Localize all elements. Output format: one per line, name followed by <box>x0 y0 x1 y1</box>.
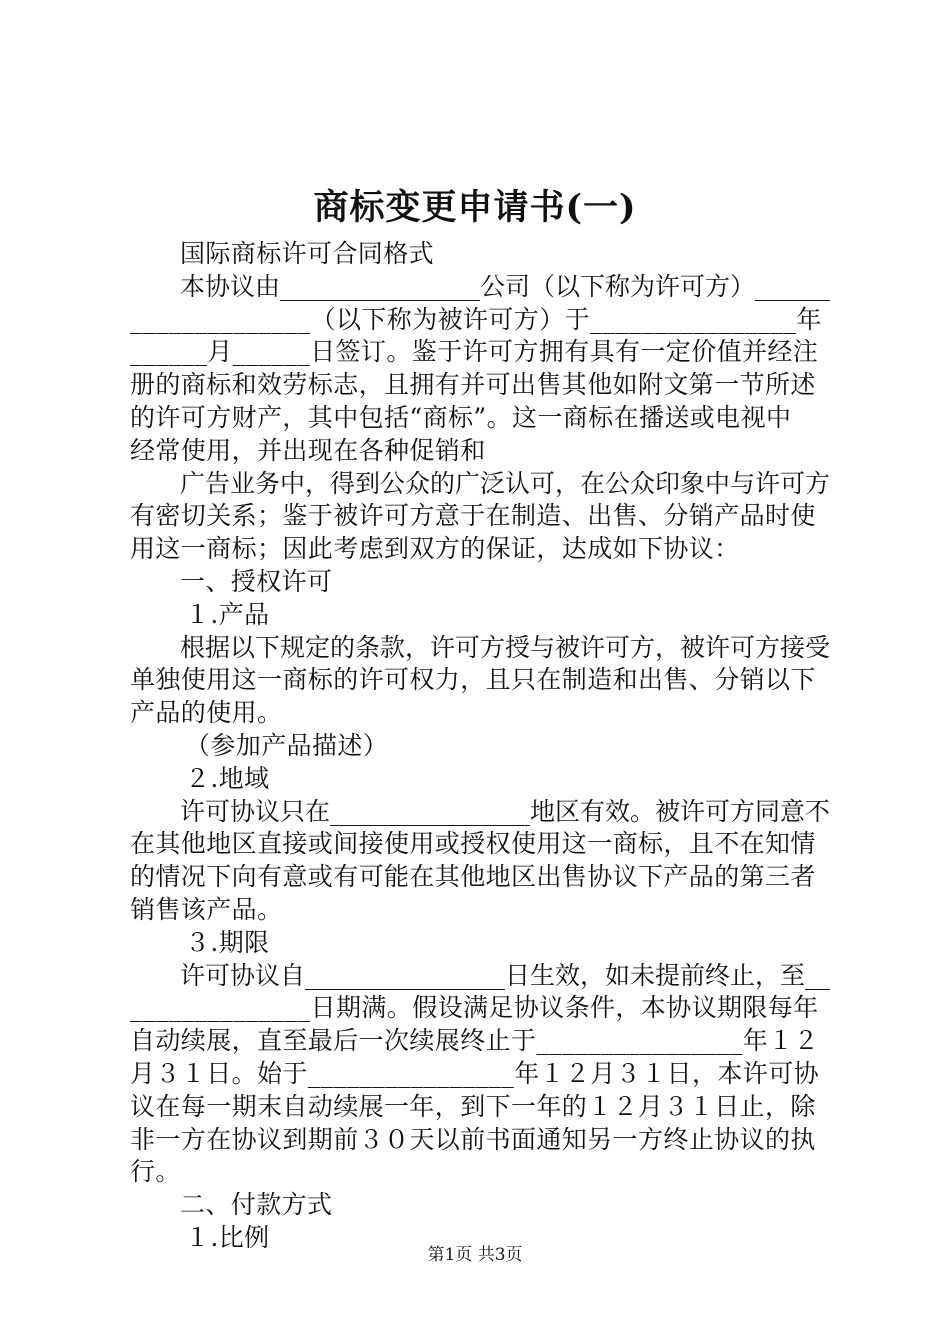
paragraph-line: 根据以下规定的条款，许可方授与被许可方，被许可方接受 <box>180 632 831 662</box>
paragraph-line: 有密切关系；鉴于被许可方意于在制造、出售、分销产品时使 <box>130 501 816 531</box>
paragraph-line: 非一方在协议到期前３０天以前书面通知另一方终止协议的执 <box>130 1124 816 1154</box>
paragraph-line: 在其他地区直接或间接使用或授权使用这一商标，且不在知情 <box>130 829 816 859</box>
paragraph-line: ______月______日签订。鉴于许可方拥有具有一定价值并经注 <box>130 337 819 367</box>
subsection-heading: １.产品 <box>185 599 270 629</box>
paragraph-line: 许可协议只在________________地区有效。被许可方同意不 <box>180 796 831 826</box>
paragraph-line: 国际商标许可合同格式 <box>180 239 435 268</box>
paragraph-line: 广告业务中，得到公众的广泛认可，在公众印象中与许可方 <box>180 468 831 498</box>
paragraph-line: （参加产品描述） <box>185 730 389 760</box>
paragraph-line: 单独使用这一商标的许可权力，且只在制造和出售、分销以下 <box>130 665 816 695</box>
paragraph-line: ______________（以下称为被许可方）于________________年 <box>130 304 822 334</box>
subsection-heading: ３.期限 <box>185 927 270 957</box>
section-heading: 一、授权许可 <box>180 566 333 596</box>
page-footer: 第1页 共3页 <box>427 1245 523 1265</box>
paragraph-line: 许可协议自________________日生效，如未提前终止，至__ <box>180 960 831 990</box>
document-body <box>130 238 830 1255</box>
paragraph-line: 本协议由________________公司（以下称为许可方）______ <box>180 271 831 301</box>
paragraph-line: 月３１日。始于________________年１２月３１日，本许可协 <box>130 1058 820 1088</box>
paragraph-line: 的许可方财产，其中包括“商标”。这一商标在播送或电视中 <box>130 402 792 432</box>
section-heading: 二、付款方式 <box>180 1190 333 1220</box>
paragraph-line: 议在每一期末自动续展一年，到下一年的１２月３１日止，除 <box>130 1091 816 1121</box>
document-title: 商标变更申请书(一) <box>313 187 637 228</box>
paragraph-line: ______________日期满。假设满足协议条件，本协议期限每年 <box>130 993 819 1023</box>
subsection-heading: １.比例 <box>185 1222 270 1252</box>
subsection-heading: ２.地域 <box>185 763 270 793</box>
paragraph-line: 行。 <box>130 1157 181 1187</box>
paragraph-line: 用这一商标；因此考虑到双方的保证，达成如下协议： <box>130 534 740 564</box>
paragraph-line: 经常使用，并出现在各种促销和 <box>130 435 486 465</box>
paragraph-line: 产品的使用。 <box>130 698 283 728</box>
paragraph-line: 册的商标和效劳标志，且拥有并可出售其他如附文第一节所述 <box>130 370 816 400</box>
paragraph-line: 的情况下向有意或有可能在其他地区出售协议下产品的第三者 <box>130 862 816 892</box>
paragraph-line: 销售该产品。 <box>130 894 283 924</box>
paragraph-line: 自动续展，直至最后一次续展终止于________________年１２ <box>130 1026 820 1056</box>
